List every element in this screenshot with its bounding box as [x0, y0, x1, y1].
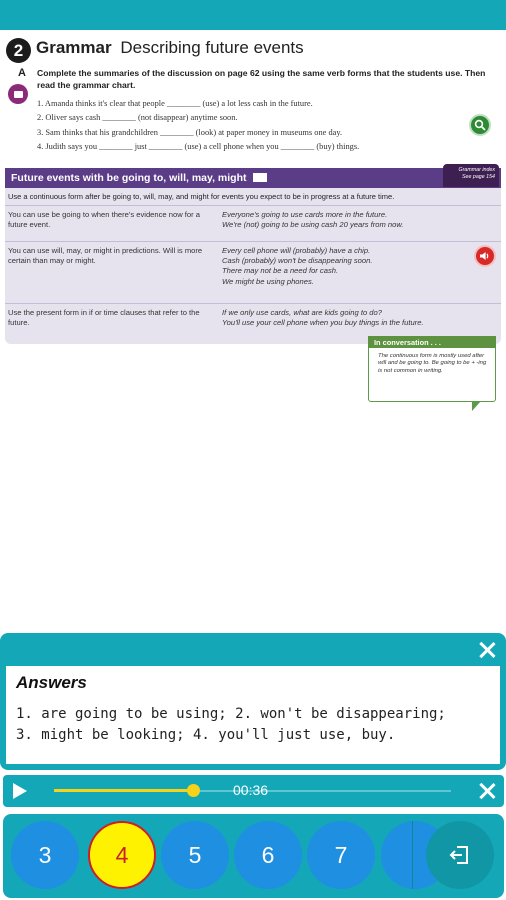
audio-icon[interactable]	[474, 245, 496, 267]
video-icon[interactable]	[8, 84, 28, 104]
instructions: Complete the summaries of the discussion on page 62 using the same verb forms that the students use. Then read the grammar chart.	[37, 68, 486, 90]
grammar-example: Every cell phone will (probably) have a chip.	[222, 246, 371, 255]
close-icon[interactable]	[477, 781, 497, 801]
grammar-example: Cash (probably) won't be disappearing soon.	[222, 256, 373, 266]
play-icon[interactable]	[13, 783, 27, 799]
exercise-item: 3. Sam thinks that his grandchildren ________ (look) at paper money in museums one day.	[37, 127, 343, 137]
grammar-chart-title-text: Future events with be going to, will, may, might	[11, 172, 247, 184]
exercise-button-3[interactable]: 3	[11, 821, 79, 889]
audio-player	[3, 775, 504, 807]
grammar-example: There may not be a need for cash.	[222, 266, 339, 276]
grammar-example: If we only use cards, what are kids going to do?	[222, 308, 382, 317]
grammar-index-tab[interactable]	[443, 164, 499, 187]
progress-fill	[54, 789, 193, 792]
grammar-chart-title	[5, 168, 501, 188]
conversation-body: The continuous form is mostly used after will and be going to. Be going to be + -ing is not common in writing.	[368, 336, 496, 402]
grammar-rule: You can use be going to when there's evidence now for a future event.	[8, 210, 200, 230]
grammar-row	[5, 206, 501, 242]
grammar-example: You'll use your cell phone when you buy things in the future.	[222, 318, 424, 328]
grammar-example: We might be using phones.	[222, 276, 314, 286]
answers-panel	[0, 633, 506, 770]
grammar-examples	[222, 246, 501, 287]
nav-divider	[412, 821, 413, 889]
progress-handle[interactable]	[187, 784, 200, 797]
book-page	[0, 30, 506, 630]
grammar-rule: You can use will, may, or might in predictions. Will is more certain than may or might.	[8, 246, 203, 266]
answers-content	[6, 666, 500, 764]
exercise-item: 1. Amanda thinks it's clear that people ________ (use) a lot less cash in the future.	[37, 99, 313, 108]
exercise-button-7[interactable]: 7	[307, 821, 375, 889]
section-title	[36, 38, 304, 58]
grammar-chart-intro: Use a continuous form after be going to, will, may, and might for events you expect to be in progress at a future time.	[5, 188, 501, 206]
exit-icon[interactable]	[426, 821, 494, 889]
grammar-example: We're (not) going to be using cash 20 years from now.	[222, 220, 404, 230]
playback-time: 00:36	[233, 782, 269, 798]
grammar-examples	[222, 210, 501, 230]
step-letter: A	[18, 67, 26, 79]
exercise-items	[37, 97, 477, 155]
grammar-index-title: Grammar index	[458, 167, 495, 173]
grammar-index-page: See page 154	[462, 174, 495, 180]
section-subtitle: Describing future events	[120, 38, 304, 57]
book-icon	[253, 173, 267, 182]
close-icon[interactable]	[477, 640, 497, 660]
answers-line: 1. are going to be using; 2. won't be disappearing;	[16, 706, 446, 722]
grammar-examples	[222, 308, 501, 328]
exercise-item: 4. Judith says you ________ just ________ (use) a cell phone when you ________ (buy) things.	[37, 142, 360, 152]
exercise-button-5[interactable]: 5	[161, 821, 229, 889]
answers-text	[16, 704, 496, 746]
exercise-button-6[interactable]: 6	[234, 821, 302, 889]
in-conversation-box	[368, 336, 500, 432]
exercise-nav	[3, 814, 504, 898]
answers-title: Answers	[16, 673, 87, 692]
grammar-row	[5, 242, 501, 304]
section-title-text: Grammar	[36, 38, 112, 57]
section-number: 2	[6, 38, 31, 63]
search-icon[interactable]	[469, 114, 491, 136]
exercise-item: 2. Oliver says cash ________ (not disappear) anytime soon.	[37, 113, 238, 123]
answers-line: 3. might be looking; 4. you'll just use, buy.	[16, 727, 396, 743]
conversation-title: In conversation . . .	[368, 336, 496, 348]
top-bar	[0, 0, 506, 30]
exercise-button-4[interactable]: 4	[88, 821, 156, 889]
grammar-rule: Use the present form in if or time clauses that refer to the future.	[8, 308, 200, 328]
grammar-chart	[5, 168, 501, 344]
grammar-example: Everyone's going to use cards more in the future.	[222, 210, 388, 219]
conversation-tail	[472, 401, 481, 411]
